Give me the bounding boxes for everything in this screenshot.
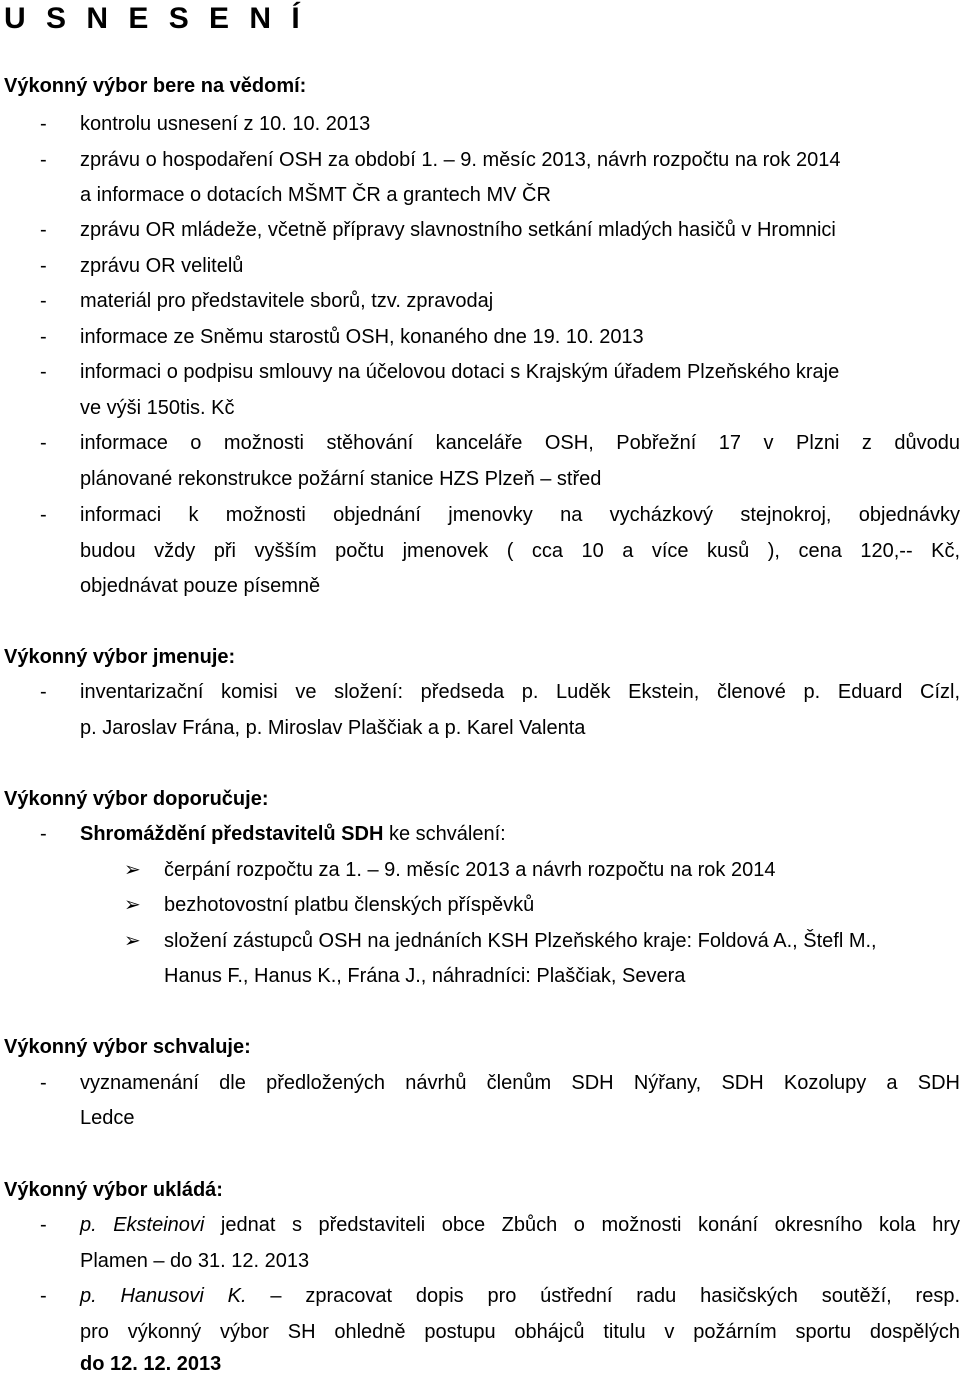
list-item <box>80 1211 960 1239</box>
list-item: zprávu o hospodaření OSH za období 1. – 9. měsíc 2013, návrh rozpočtu na rok 2014 <box>80 149 841 171</box>
list-dash: - <box>40 255 47 277</box>
arrow-bullet-icon: ➢ <box>124 894 141 916</box>
section-heading-schvaluje: Výkonný výbor schvaluje: <box>4 1036 251 1058</box>
list-dash: - <box>40 361 47 383</box>
list-item: materiál pro představitele sborů, tzv. zpravodaj <box>80 290 494 312</box>
list-dash: - <box>40 504 47 526</box>
list-item <box>80 1282 960 1310</box>
list-item <box>80 820 506 848</box>
sub-list-item-continuation: Hanus F., Hanus K., Frána J., náhradníci: Plaščiak, Severa <box>164 965 686 987</box>
list-item-continuation: Plamen – do 31. 12. 2013 <box>80 1250 310 1272</box>
list-dash: - <box>40 1072 47 1094</box>
list-dash: - <box>40 113 47 135</box>
list-item-continuation: objednávat pouze písemně <box>80 575 321 597</box>
list-item-continuation: a informace o dotacích MŠMT ČR a grantech MV ČR <box>80 184 551 206</box>
list-item-text: ke schválení: <box>383 823 506 845</box>
deadline-text: do 12. 12. 2013 <box>80 1353 222 1375</box>
section-heading-jmenuje: Výkonný výbor jmenuje: <box>4 646 236 668</box>
list-item-continuation: budou vždy při vyšším počtu jmenovek ( cca 10 a více kusů ), cena 120,-- Kč, <box>80 540 960 562</box>
list-item-continuation: plánované rekonstrukce požární stanice HZS Plzeň – střed <box>80 468 602 490</box>
list-dash: - <box>40 149 47 171</box>
list-item: zprávu OR mládeže, včetně přípravy slavnostního setkání mladých hasičů v Hromnici <box>80 219 836 241</box>
list-item: inventarizační komisi ve složení: předseda p. Luděk Ekstein, členové p. Eduard Cízl, <box>80 681 960 703</box>
list-item-continuation: ve výši 150tis. Kč <box>80 397 235 419</box>
list-dash: - <box>40 681 47 703</box>
arrow-bullet-icon: ➢ <box>124 930 141 952</box>
section-heading-uklada: Výkonný výbor ukládá: <box>4 1179 223 1201</box>
list-dash: - <box>40 432 47 454</box>
sub-list-item: bezhotovostní platbu členských příspěvků <box>164 894 535 916</box>
list-dash: - <box>40 219 47 241</box>
list-dash: - <box>40 823 47 845</box>
sub-list-item: složení zástupců OSH na jednáních KSH Plzeňského kraje: Foldová A., Štefl M., <box>164 930 877 952</box>
list-item: informaci k možnosti objednání jmenovky na vycházkový stejnokroj, objednávky <box>80 504 960 526</box>
sub-list-item: čerpání rozpočtu za 1. – 9. měsíc 2013 a návrh rozpočtu na rok 2014 <box>164 859 776 881</box>
list-item: informace o možnosti stěhování kanceláře OSH, Pobřežní 17 v Plzni z důvodu <box>80 432 960 454</box>
italic-name: p. Hanusovi K. <box>80 1285 247 1307</box>
document-title: U S N E S E N Í <box>4 2 306 35</box>
bold-text: Shromáždění představitelů SDH <box>80 823 384 845</box>
list-dash: - <box>40 1214 47 1236</box>
section-heading-doporucuje: Výkonný výbor doporučuje: <box>4 788 269 810</box>
list-item: informaci o podpisu smlouvy na účelovou dotaci s Krajským úřadem Plzeňského kraje <box>80 361 840 383</box>
section-heading-bere-na-vedomi: Výkonný výbor bere na vědomí: <box>4 75 307 97</box>
list-item: zprávu OR velitelů <box>80 255 244 277</box>
list-item-continuation: pro výkonný výbor SH ohledně postupu obhájců titulu v požárním sportu dospělých <box>80 1321 960 1343</box>
list-item-text: jednat s představiteli obce Zbůch o možnosti konání okresního kola hry <box>204 1214 960 1236</box>
list-dash: - <box>40 1285 47 1307</box>
list-dash: - <box>40 290 47 312</box>
list-item-text: – zpracovat dopis pro ústřední radu hasičských soutěží, resp. <box>246 1285 960 1307</box>
list-item-continuation: Ledce <box>80 1107 135 1129</box>
list-item-continuation: p. Jaroslav Frána, p. Miroslav Plaščiak a p. Karel Valenta <box>80 717 586 739</box>
list-item: kontrolu usnesení z 10. 10. 2013 <box>80 113 371 135</box>
list-item: vyznamenání dle předložených návrhů členům SDH Nýřany, SDH Kozolupy a SDH <box>80 1072 960 1094</box>
list-item: informace ze Sněmu starostů OSH, konaného dne 19. 10. 2013 <box>80 326 644 348</box>
italic-name: p. Eksteinovi <box>80 1214 205 1236</box>
list-dash: - <box>40 326 47 348</box>
arrow-bullet-icon: ➢ <box>124 859 141 881</box>
